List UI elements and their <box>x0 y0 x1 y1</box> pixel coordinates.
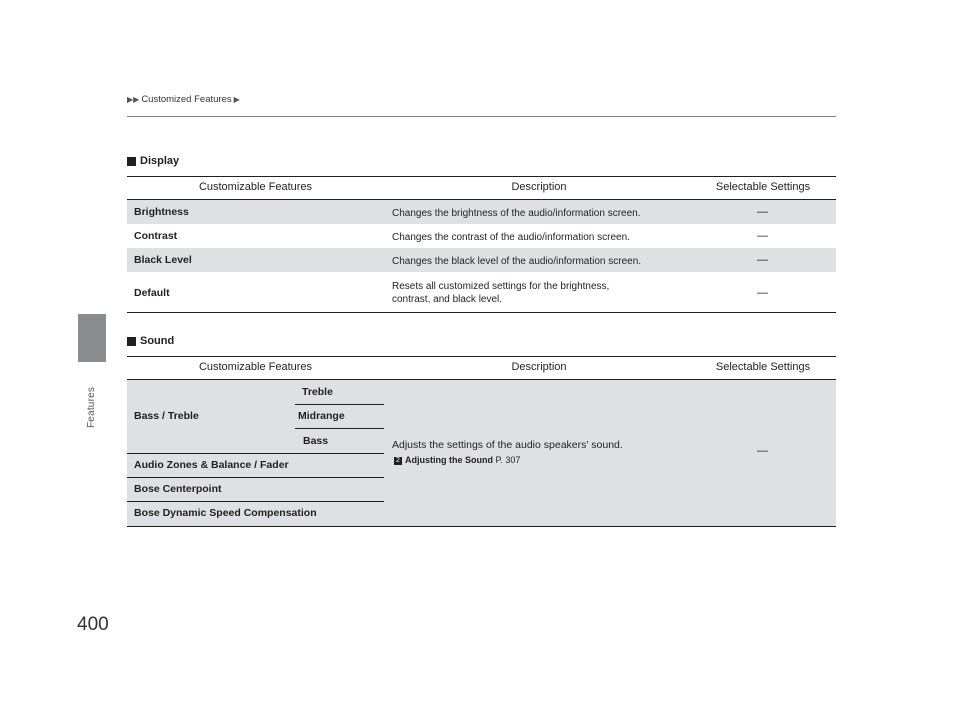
table-bottom-rule <box>127 312 836 313</box>
breadcrumb <box>127 94 240 105</box>
breadcrumb-divider <box>127 116 836 117</box>
feature-name: Black Level <box>134 254 192 266</box>
feature-name: Audio Zones & Balance / Fader <box>134 459 289 471</box>
chapter-label: Features <box>86 386 97 428</box>
sound-section-title: Sound <box>127 335 174 347</box>
reference-link[interactable]: Adjusting the Sound <box>405 455 493 465</box>
column-header-settings: Selectable Settings <box>715 361 811 373</box>
selectable-setting: — <box>757 254 768 266</box>
sub-feature-name: Treble <box>302 386 333 398</box>
selectable-setting: — <box>757 287 768 299</box>
cross-reference <box>394 455 520 465</box>
table-top-rule <box>127 356 836 357</box>
table-bottom-rule <box>127 526 836 527</box>
table-top-rule <box>127 176 836 177</box>
feature-name: Bose Centerpoint <box>134 483 222 495</box>
feature-description: Adjusts the settings of the audio speakers' sound. <box>392 439 623 451</box>
page-number: 400 <box>77 614 109 635</box>
feature-description: Changes the black level of the audio/information screen. <box>392 256 642 267</box>
feature-description: Resets all customized settings for the brightness, contrast, and black level. <box>392 281 610 305</box>
sub-row-rule <box>295 404 384 405</box>
bullet-square-icon <box>127 157 136 166</box>
reference-page: P. 307 <box>495 455 521 465</box>
feature-name: Default <box>134 287 170 299</box>
column-header-settings: Selectable Settings <box>715 181 811 193</box>
feature-name: Bass / Treble <box>134 410 199 422</box>
sub-feature-name: Bass <box>303 435 329 447</box>
chapter-tab <box>78 314 106 362</box>
sub-feature-name: Midrange <box>298 410 345 422</box>
column-header-description: Description <box>511 361 567 373</box>
reference-arrow-icon: 2 <box>394 457 402 465</box>
breadcrumb-link[interactable]: Customized Features <box>141 94 232 105</box>
feature-name: Contrast <box>134 230 178 242</box>
bullet-square-icon <box>127 337 136 346</box>
column-header-feature: Customizable Features <box>198 361 313 373</box>
feature-name: Brightness <box>134 206 189 218</box>
row-rule <box>127 501 384 502</box>
selectable-setting: — <box>757 206 768 218</box>
sub-row-rule <box>295 428 384 429</box>
breadcrumb-arrow-icon: ▶▶ <box>127 95 140 104</box>
breadcrumb-arrow-icon: ▶ <box>233 95 240 104</box>
selectable-setting: — <box>757 230 768 242</box>
column-header-description: Description <box>511 181 567 193</box>
display-section-title: Display <box>127 155 179 167</box>
feature-description: Changes the brightness of the audio/information screen. <box>392 208 641 219</box>
selectable-setting: — <box>757 445 768 457</box>
row-rule <box>127 453 384 454</box>
column-header-feature: Customizable Features <box>198 181 313 193</box>
row-rule <box>127 477 384 478</box>
feature-name: Bose Dynamic Speed Compensation <box>134 507 317 519</box>
feature-description: Changes the contrast of the audio/information screen. <box>392 232 630 243</box>
